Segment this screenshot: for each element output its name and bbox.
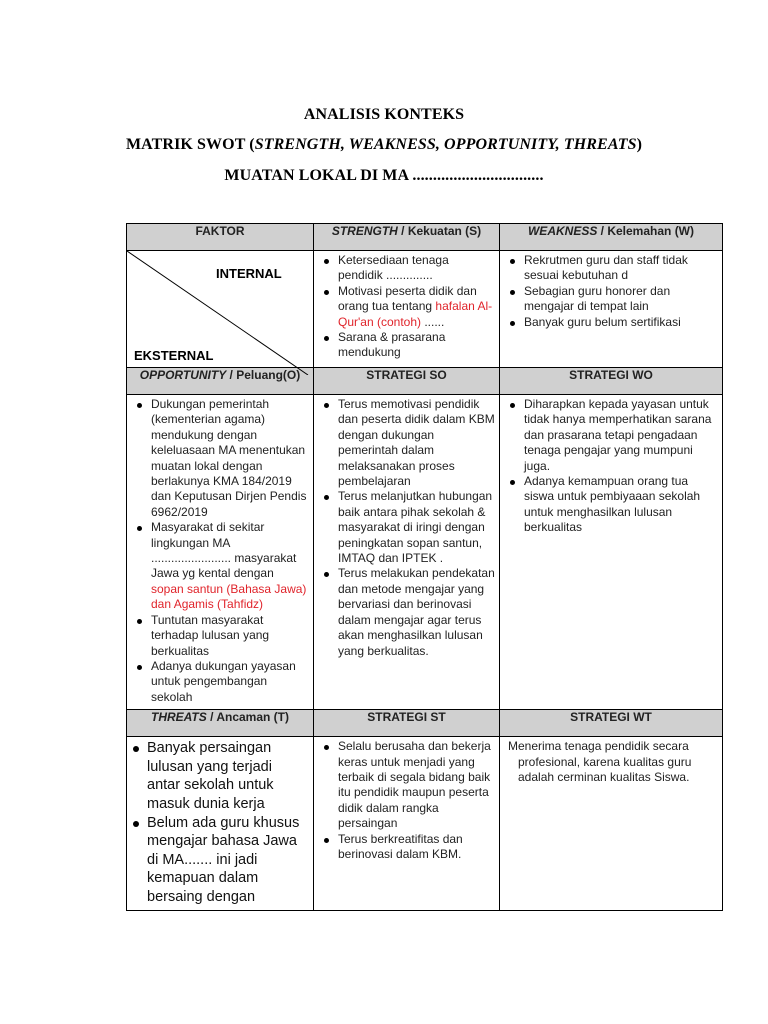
list-item: Diharapkan kepada yayasan untuk tidak hanya memperhatikan sarana dan prasarana tetapi pengadaan tenaga pengajar yang mumpuni juga. [524, 397, 718, 474]
list-item: Ketersediaan tenaga pendidik .............. [338, 253, 495, 284]
strategi-wt-text: Menerima tenaga pendidik secara profesional, karena kualitas guru adalah cerminan kualitas Siswa. [508, 739, 692, 784]
header-strategi-wo: STRATEGI WO [500, 368, 723, 395]
header-threats [127, 710, 314, 737]
opportunity-list [127, 395, 313, 709]
header-strategi-so: STRATEGI SO [314, 368, 500, 395]
list-item [151, 520, 309, 612]
list-item: Terus berkreatifitas dan berinovasi dalam KBM. [338, 832, 495, 863]
list-item: Banyak persaingan lulusan yang terjadi antar sekolah untuk masuk dunia kerja [147, 739, 309, 813]
strategi-st-cell [314, 737, 500, 911]
list-item: Sebagian guru honorer dan mengajar di tempat lain [524, 284, 718, 315]
strategi-wt-cell [500, 737, 723, 911]
title-matrik-swot [0, 136, 768, 154]
strength-text: Motivasi peserta didik dan orang tua tentang [338, 283, 477, 314]
threats-cell [127, 737, 314, 911]
list-item: Belum ada guru khusus mengajar bahasa Jawa di MA....... ini jadi kemapuan dalam bersaing dengan [147, 814, 309, 907]
header-strategi-st: STRATEGI ST [314, 710, 500, 737]
header-strength [314, 224, 500, 251]
header-row [127, 224, 723, 251]
strength-highlight: hafalan Al-Qur'an (contoh) [338, 299, 493, 329]
header-faktor: FAKTOR [127, 224, 314, 251]
title-muatan-lokal: MUATAN LOKAL DI MA ................................ [224, 167, 544, 184]
strategi-st-list [314, 737, 499, 866]
strength-list [314, 251, 499, 365]
opportunity-highlight: sopan santun (Bahasa Jawa) dan Agamis (Tahfidz) [151, 581, 307, 612]
list-item: Tuntutan masyarakat terhadap lulusan yang berkualitas [151, 613, 309, 659]
title-matrik-suffix: ) [636, 136, 643, 153]
list-item: Adanya dukungan yayasan untuk pengembangan sekolah [151, 659, 309, 705]
list-item: Rekrutmen guru dan staff tidak sesuai kebutuhan d [524, 253, 718, 284]
title-matrik-prefix: MATRIK SWOT ( [125, 136, 255, 153]
title-matrik-italic: STRENGTH, WEAKNESS, OPPORTUNITY, THREATS [254, 136, 637, 153]
strategi-so-list [314, 395, 499, 663]
header-weakness-italic: WEAKNESS [527, 224, 598, 238]
list-item: Terus melanjutkan hubungan baik antara pihak sekolah & masyarakat di iringi dengan peningkatan sopan santun, IMTAQ dan IPTEK . [338, 489, 495, 566]
header-strength-italic: STRENGTH [331, 224, 398, 238]
threats-header-row [127, 710, 723, 737]
header-opportunity-rest: / Peluang(O) [226, 368, 301, 382]
header-threats-rest: / Ancaman (T) [206, 710, 289, 725]
strength-cell [314, 251, 500, 368]
threats-list [127, 737, 313, 910]
strategi-wo-list [500, 395, 722, 540]
opportunity-text: Masyarakat di sekitar lingkungan MA ........................ masyarakat Jawa yg kental dengan [151, 520, 297, 581]
internal-label: INTERNAL [216, 266, 282, 281]
list-item: Terus memotivasi pendidik dan peserta didik dalam KBM dengan dukungan pemerintah dalam melaksanakan proses pembelajaran [338, 397, 495, 489]
header-threats-italic: THREATS [150, 710, 207, 725]
threats-row [127, 737, 723, 911]
list-item: Dukungan pemerintah (kementerian agama) mendukung dengan keleluasaan MA menentukan muatan lokal dengan berlakunya KMA 184/2019 dan Keputusan Dirjen Pendis 6962/2019 [151, 397, 309, 520]
header-opportunity-italic: OPPORTUNITY [139, 368, 227, 382]
opportunity-cell [127, 395, 314, 710]
list-item: Adanya kemampuan orang tua siswa untuk pembiyaaan sekolah untuk menghasilkan lulusan berkualitas [524, 474, 718, 536]
strategi-so-cell [314, 395, 500, 710]
header-weakness [500, 224, 723, 251]
header-strategi-wt: STRATEGI WT [500, 710, 723, 737]
header-weakness-rest: / Kelemahan (W) [597, 224, 695, 238]
strategi-wo-cell [500, 395, 723, 710]
list-item [338, 284, 495, 330]
strength-text: ...... [421, 314, 445, 329]
list-item: Terus melakukan pendekatan dan metode mengajar yang bervariasi dan berinovasi dalam mengajar agar terus akan menghasilkan lulusan yang berkualitas. [338, 566, 495, 658]
weakness-list [500, 251, 722, 334]
list-item: Sarana & prasarana mendukung [338, 330, 495, 361]
list-item: Banyak guru belum sertifikasi [524, 315, 718, 330]
header-strength-rest: / Kekuatan (S) [397, 224, 482, 238]
opportunity-row [127, 395, 723, 710]
list-item: Selalu berusaha dan bekerja keras untuk menjadi yang terbaik di segala bidang baik itu pendidik maupun peserta didik dalam rangka persaingan [338, 739, 495, 831]
eksternal-label: EKSTERNAL [134, 348, 214, 363]
title-analisis-konteks: ANALISIS KONTEKS [303, 106, 465, 123]
diagonal-cell [127, 251, 314, 368]
weakness-cell [500, 251, 723, 368]
internal-row [127, 251, 723, 368]
swot-matrix-table [126, 223, 723, 911]
